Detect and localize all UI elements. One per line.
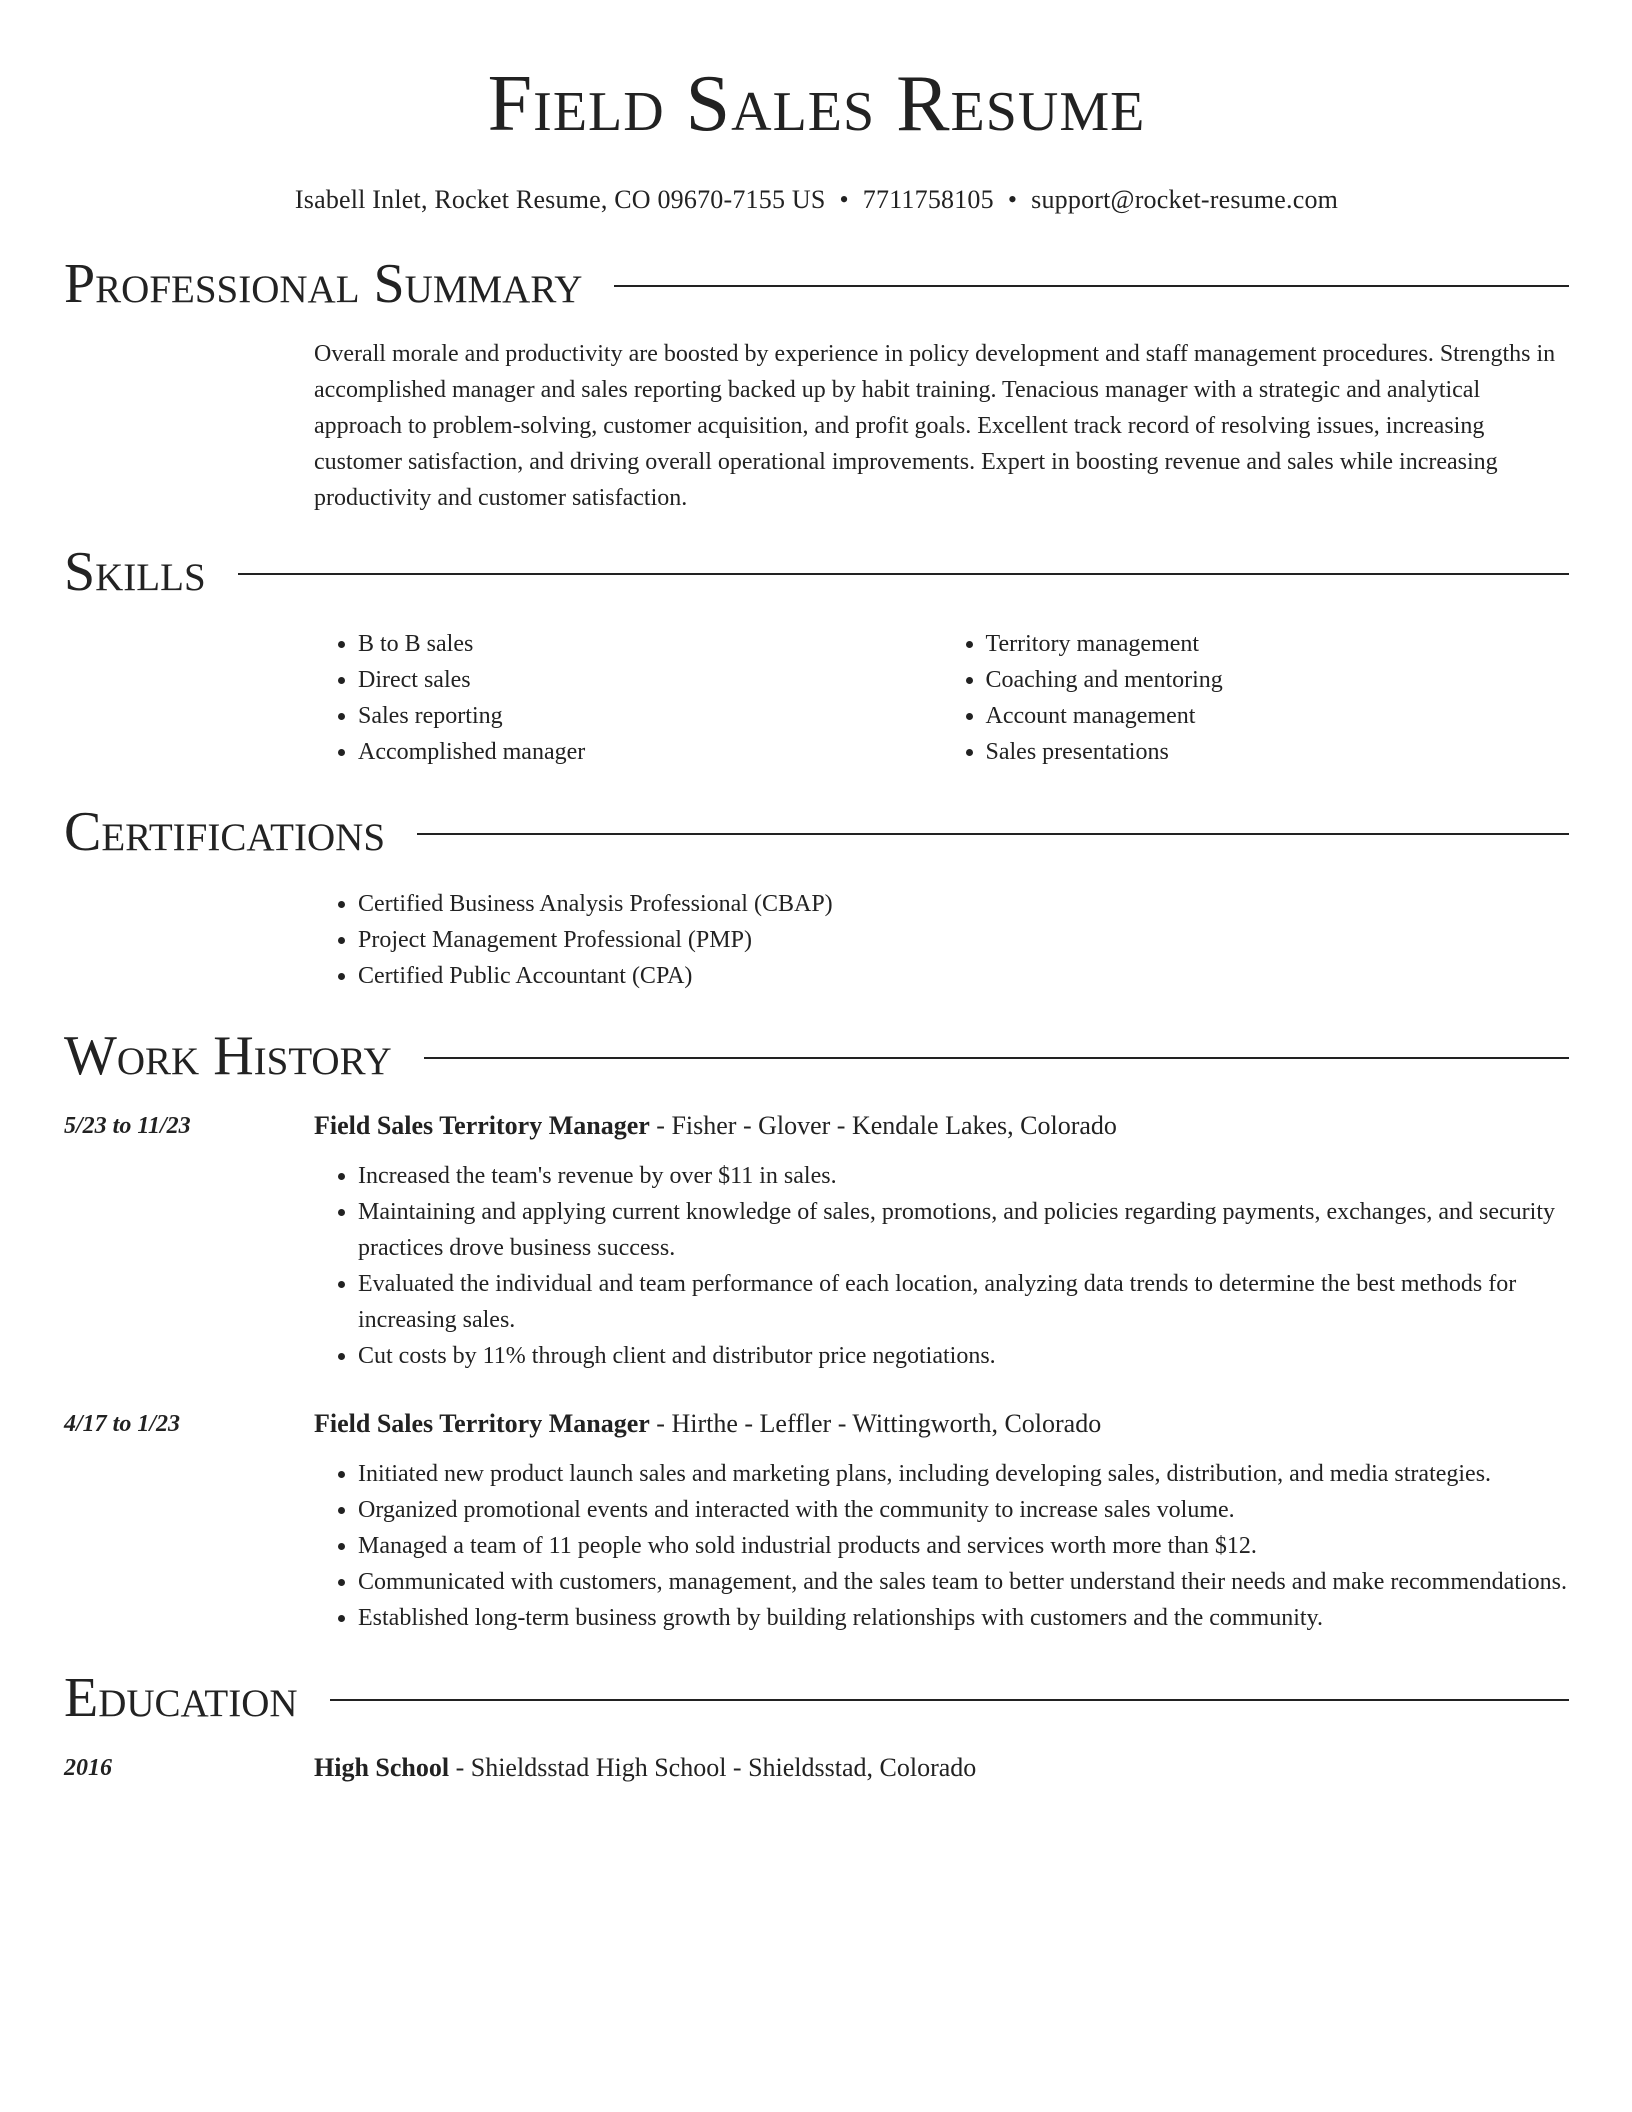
work-history-section-header <box>64 1024 1569 1088</box>
skills-list-right <box>942 626 1570 770</box>
skill-item: • Account management <box>986 698 1570 734</box>
job-heading <box>314 1108 1569 1144</box>
skill-item: • Sales presentations <box>986 734 1570 770</box>
education-entry <box>64 1750 1569 1786</box>
contact-address: Isabell Inlet, Rocket Resume, CO 09670-7155 US <box>294 185 826 214</box>
skills-grid <box>314 626 1569 770</box>
section-divider <box>417 833 1569 835</box>
contact-email: support@rocket-resume.com <box>1031 185 1339 214</box>
job-employer-location: - Hirthe - Leffler - Wittingworth, Colorado <box>649 1409 1102 1438</box>
section-divider <box>614 285 1569 287</box>
education-heading: Education <box>64 1667 298 1729</box>
education-school-location: - Shieldsstad High School - Shieldsstad, Colorado <box>449 1753 977 1782</box>
summary-heading: Professional Summary <box>64 253 583 315</box>
summary-section-header <box>64 252 1569 316</box>
certifications-list <box>314 886 1569 994</box>
education-year: 2016 <box>64 1755 112 1781</box>
job-bullet: • Increased the team's revenue by over $11 in sales. <box>358 1158 1569 1194</box>
contact-phone: 7711758105 <box>862 185 994 214</box>
contact-separator: • <box>1007 185 1018 214</box>
job-heading <box>314 1406 1569 1442</box>
job-dates: 5/23 to 11/23 <box>64 1113 191 1139</box>
skill-item: • B to B sales <box>358 626 942 662</box>
work-history-heading: Work History <box>64 1025 392 1087</box>
job-dates: 4/17 to 1/23 <box>64 1411 181 1437</box>
job-title: Field Sales Territory Manager <box>314 1111 650 1140</box>
job-bullet: • Communicated with customers, management, and the sales team to better understand their needs and make recommendations. <box>358 1564 1569 1600</box>
job-entry <box>64 1406 1569 1636</box>
job-bullet: • Organized promotional events and interacted with the community to increase sales volume. <box>358 1492 1569 1528</box>
section-divider <box>330 1699 1569 1701</box>
job-bullets <box>314 1158 1569 1374</box>
skills-heading: Skills <box>64 541 206 603</box>
job-bullet: • Cut costs by 11% through client and distributor price negotiations. <box>358 1338 1569 1374</box>
certification-item: • Certified Business Analysis Professional (CBAP) <box>358 886 1569 922</box>
certifications-section-header <box>64 800 1569 864</box>
skills-section-header <box>64 540 1569 604</box>
job-bullet: • Evaluated the individual and team performance of each location, analyzing data trends to determine the best methods for increasing sales. <box>358 1266 1569 1338</box>
contact-separator: • <box>839 185 849 214</box>
job-bullet: • Initiated new product launch sales and marketing plans, including developing sales, distribution, and media strategies. <box>358 1456 1569 1492</box>
job-employer-location: - Fisher - Glover - Kendale Lakes, Colorado <box>649 1111 1117 1140</box>
education-section-header <box>64 1666 1569 1730</box>
job-bullet: • Maintaining and applying current knowledge of sales, promotions, and policies regarding payments, exchanges, and security practices drove business success. <box>358 1194 1569 1266</box>
education-degree: High School <box>314 1753 450 1782</box>
skill-item: • Territory management <box>986 626 1570 662</box>
certification-item: • Certified Public Accountant (CPA) <box>358 958 1569 994</box>
education-heading-line <box>314 1750 1569 1786</box>
job-bullets <box>314 1456 1569 1636</box>
skill-item: • Accomplished manager <box>358 734 942 770</box>
job-entry <box>64 1108 1569 1374</box>
skill-item: • Sales reporting <box>358 698 942 734</box>
skill-item: • Direct sales <box>358 662 942 698</box>
certification-item: • Project Management Professional (PMP) <box>358 922 1569 958</box>
skills-list-left <box>314 626 942 770</box>
summary-text: Overall morale and productivity are boosted by experience in policy development and staff management procedures. Strengths in accomplished manager and sales reporting backed up by habit training. Tenacious manager with a strategic and analytical approach to problem-solving, customer acquisition, and profit goals. Excellent track record of resolving issues, increasing customer satisfaction, and driving overall operational improvements. Expert in boosting revenue and sales while increasing productivity and customer satisfaction. <box>314 341 1556 511</box>
contact-line <box>64 182 1569 218</box>
job-bullet: • Managed a team of 11 people who sold industrial products and services worth more than $12. <box>358 1528 1569 1564</box>
skill-item: • Coaching and mentoring <box>986 662 1570 698</box>
job-bullet: • Established long-term business growth by building relationships with customers and the community. <box>358 1600 1569 1636</box>
section-divider <box>238 573 1569 575</box>
certifications-heading: Certifications <box>64 801 386 863</box>
resume-title: Field Sales Resume <box>487 60 1146 148</box>
section-divider <box>424 1057 1569 1059</box>
job-title: Field Sales Territory Manager <box>314 1409 650 1438</box>
